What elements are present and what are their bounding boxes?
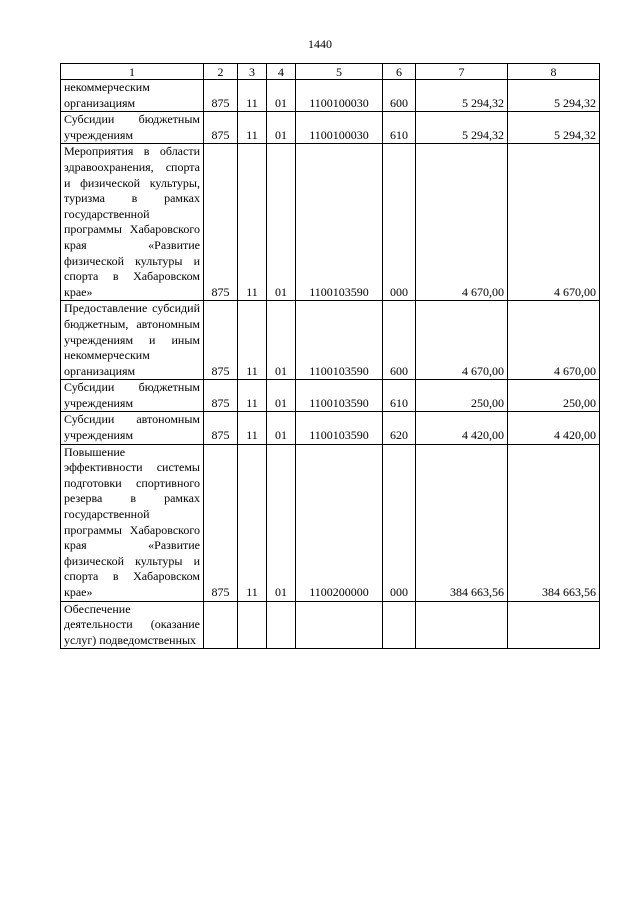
row-grbs: 875 [204, 80, 238, 112]
row-target-article: 1100100030 [296, 112, 383, 144]
row-section [238, 601, 267, 649]
row-target-article: 1100103590 [296, 144, 383, 301]
row-section: 11 [238, 444, 267, 601]
row-sum-2: 4 420,00 [508, 412, 600, 444]
row-sum-2: 4 670,00 [508, 301, 600, 380]
table-row [61, 80, 600, 112]
row-name: Мероприятия в области здравоохранения, спорта и физической культуры, туризма в рамках государственной программы Хабаровского края «Развитие физической культуры и спорта в Хабаровском крае» [61, 144, 204, 301]
header-cell: 3 [238, 64, 267, 80]
row-section: 11 [238, 301, 267, 380]
row-target-article: 1100100030 [296, 80, 383, 112]
row-expense-type: 000 [383, 144, 416, 301]
table-row [61, 112, 600, 144]
row-section: 11 [238, 412, 267, 444]
header-row [61, 64, 600, 80]
row-sum-2 [508, 601, 600, 649]
row-name: Субсидии бюджетным учреждениям [61, 380, 204, 412]
row-subsection: 01 [267, 144, 296, 301]
budget-table [60, 63, 600, 649]
row-grbs: 875 [204, 444, 238, 601]
row-subsection: 01 [267, 380, 296, 412]
row-target-article [296, 601, 383, 649]
table-row [61, 444, 600, 601]
row-sum-1: 4 420,00 [416, 412, 508, 444]
header-cell: 5 [296, 64, 383, 80]
header-cell: 8 [508, 64, 600, 80]
header-cell: 4 [267, 64, 296, 80]
row-grbs: 875 [204, 112, 238, 144]
row-sum-2: 5 294,32 [508, 112, 600, 144]
row-expense-type: 600 [383, 80, 416, 112]
row-section: 11 [238, 80, 267, 112]
row-sum-1: 250,00 [416, 380, 508, 412]
row-section: 11 [238, 380, 267, 412]
row-sum-1: 4 670,00 [416, 301, 508, 380]
row-sum-1: 5 294,32 [416, 80, 508, 112]
row-name: Повышение эффективности системы подготовки спортивного резерва в рамках государственной программы Хабаровского края «Развитие физической культуры и спорта в Хабаровском крае» [61, 444, 204, 601]
row-grbs: 875 [204, 144, 238, 301]
header-cell: 2 [204, 64, 238, 80]
row-grbs: 875 [204, 412, 238, 444]
row-target-article: 1100103590 [296, 301, 383, 380]
row-grbs: 875 [204, 301, 238, 380]
row-expense-type: 610 [383, 112, 416, 144]
row-subsection: 01 [267, 301, 296, 380]
row-subsection: 01 [267, 80, 296, 112]
row-target-article: 1100200000 [296, 444, 383, 601]
row-target-article: 1100103590 [296, 380, 383, 412]
row-subsection: 01 [267, 444, 296, 601]
row-grbs: 875 [204, 380, 238, 412]
row-subsection [267, 601, 296, 649]
page-number: 1440 [308, 37, 332, 51]
row-expense-type: 620 [383, 412, 416, 444]
row-sum-2: 384 663,56 [508, 444, 600, 601]
row-grbs [204, 601, 238, 649]
row-name: Субсидии автономным учреждениям [61, 412, 204, 444]
row-name: Обеспечение деятельности (оказание услуг) подведомственных [61, 601, 204, 649]
row-sum-1: 384 663,56 [416, 444, 508, 601]
table-row [61, 380, 600, 412]
row-expense-type: 610 [383, 380, 416, 412]
header-cell: 1 [61, 64, 204, 80]
row-expense-type [383, 601, 416, 649]
row-sum-2: 4 670,00 [508, 144, 600, 301]
table-row [61, 301, 600, 380]
row-target-article: 1100103590 [296, 412, 383, 444]
row-expense-type: 000 [383, 444, 416, 601]
row-name: Субсидии бюджетным учреждениям [61, 112, 204, 144]
row-sum-1: 4 670,00 [416, 144, 508, 301]
table-row [61, 144, 600, 301]
row-sum-1 [416, 601, 508, 649]
row-subsection: 01 [267, 112, 296, 144]
row-sum-1: 5 294,32 [416, 112, 508, 144]
header-cell: 7 [416, 64, 508, 80]
table-row [61, 601, 600, 649]
row-section: 11 [238, 144, 267, 301]
row-section: 11 [238, 112, 267, 144]
row-name: Предоставление субсидий бюджетным, автономным учреждениям и иным некоммерческим организациям [61, 301, 204, 380]
row-sum-2: 250,00 [508, 380, 600, 412]
row-expense-type: 600 [383, 301, 416, 380]
row-subsection: 01 [267, 412, 296, 444]
row-name: некоммерческим организациям [61, 80, 204, 112]
header-cell: 6 [383, 64, 416, 80]
table-row [61, 412, 600, 444]
row-sum-2: 5 294,32 [508, 80, 600, 112]
